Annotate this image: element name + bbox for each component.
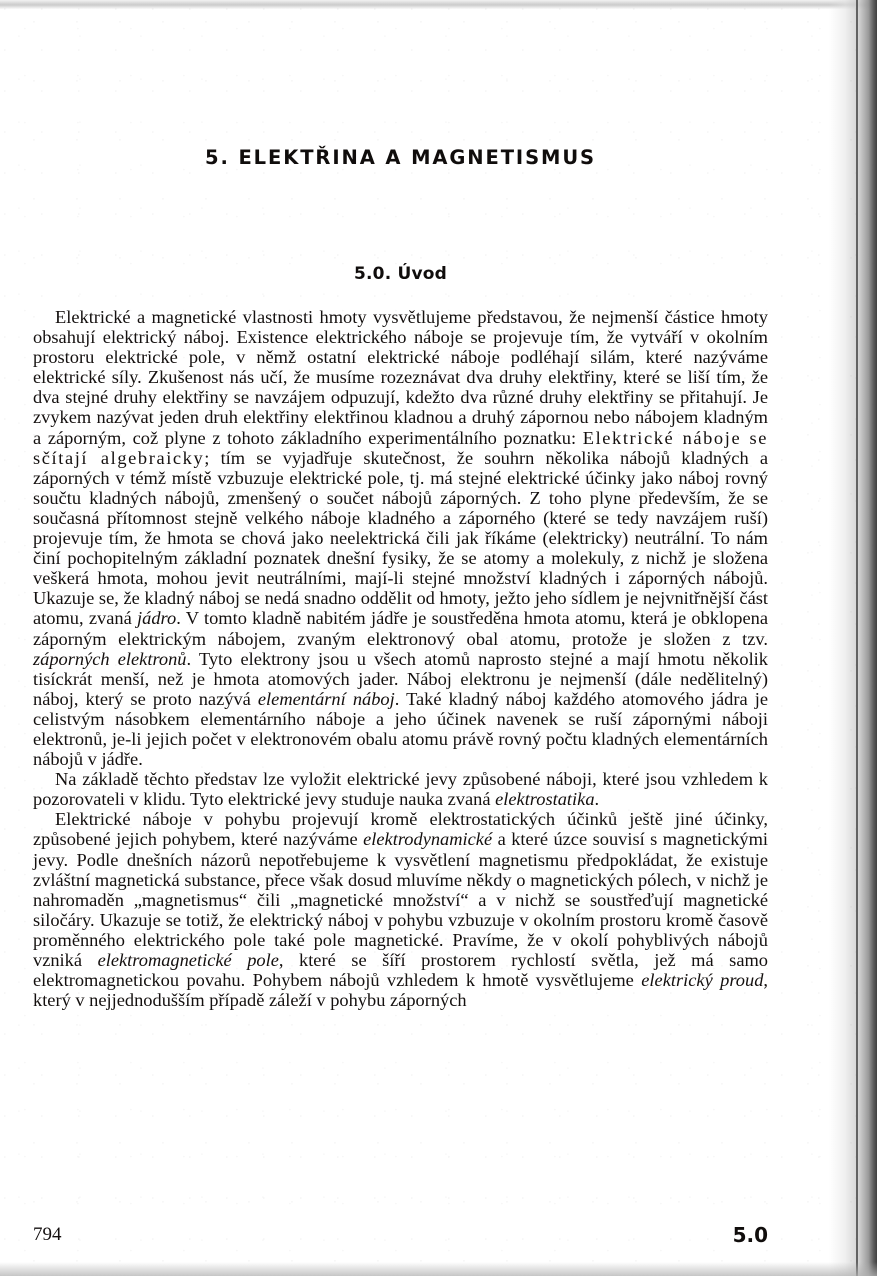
scan-right-edge-line bbox=[856, 0, 858, 1276]
section-marker: 5.0 bbox=[732, 1223, 768, 1247]
page-footer bbox=[33, 1224, 768, 1254]
emphasis-italic: jádro bbox=[137, 608, 177, 629]
scan-right-edge-shadow bbox=[829, 0, 877, 1276]
page-content bbox=[33, 0, 768, 1276]
page-number: 794 bbox=[33, 1224, 62, 1245]
emphasis-letterspaced: Elektrické náboje se sčítají algebraicky bbox=[33, 427, 768, 468]
body-paragraph: Na základě těchto představ lze vyložit elektrické jevy způsobené náboji, které jsou vzhledem k pozorovateli v klidu. Tyto elektrické jevy studuje nauka zvaná elektrostatika. bbox=[33, 769, 768, 810]
emphasis-italic: elektrodynamické bbox=[363, 829, 493, 850]
body-paragraph: Elektrické a magnetické vlastnosti hmoty vysvětlujeme představou, že nejmenší částice hmoty obsahují elektrický náboj. Existence elektrického náboje se projevuje tím, že vytváří v okolním prostoru elektrické pole, v němž ostatní elektrické náboje podléhají silám, které nazýváme elektrické síly. Zkušenost nás učí, že musíme rozeznávat dva druhy elektřiny, které se liší tím, že dva stejné druhy elektřiny se navzájem odpuzují, kdežto dva různé druhy elektřiny se přitahují. Je zvykem nazývat jeden druh elektřiny elektřinou kladnou a druhý zápornou nebo nábojem kladným a záporným, což plyne z tohoto základního experimentálního poznatku: Elektrické náboje se sčítají algebraicky; tím se vyjadřuje skutečnost, že souhrn několika nábojů kladných a záporných v témž místě vzbuzuje elektrické pole, tj. má stejné elektrické účinky jako náboj rovný součtu kladných nábojů, zmenšený o součet nábojů záporných. Z toho plyne především, že se současná přítomnost stejně velkého náboje kladného a záporného (které se tedy navzájem ruší) projevuje tím, že hmota se chová jako neelektrická čili jak říkáme (elektricky) neutrální. To nám činí pochopitelným základní poznatek dnešní fysiky, že se atomy a molekuly, z nichž je složena veškerá hmota, mohou jevit neutrálními, mají-li stejné množství kladných i záporných nábojů. Ukazuje se, že kladný náboj se nedá snadno oddělit od hmoty, ježto jeho sídlem je nejvnitřnější část atomu, zvaná jádro. V tomto kladně nabitém jádře je soustředěna hmota atomu, která je obklopena záporným elektrickým nábojem, zvaným elektronový obal atomu, protože je složen z tzv. záporných elektronů. Tyto elektrony jsou u všech atomů naprosto stejné a mají hmotu několik tisíckrát menší, než je hmota atomových jader. Náboj elektronu je nejmenší (dále nedělitelný) náboj, který se proto nazývá elementární náboj. Také kladný náboj každého atomového jádra je celistvým násobkem elementárního náboje a jeho účinek navenek se ruší zápornými náboji elektronů, je-li jejich počet v elektronovém obalu atomu právě rovný počtu kladných elementárních nábojů v jádře. bbox=[33, 307, 768, 770]
chapter-title: 5. ELEKTŘINA A MAGNETISMUS bbox=[204, 146, 597, 170]
emphasis-italic: elektromagnetické pole bbox=[97, 950, 279, 970]
emphasis-italic: elektrický proud bbox=[641, 970, 764, 991]
emphasis-italic: elektrostatika bbox=[495, 789, 595, 810]
section-heading: 5.0. Úvod bbox=[353, 264, 448, 285]
emphasis-italic: záporných elektronů bbox=[33, 648, 187, 669]
body-paragraph: Elektrické náboje v pohybu projevují kromě elektrostatických účinků ještě jiné účinky, způsobené jejich pohybem, které nazýváme elektrodynamické a které úzce souvisí s magnetickými jevy. Podle dnešních názorů nepotřebujeme k vysvětlení magnetismu předpokládat, že existuje zvláštní magnetická substance, přece však dosud mluvíme někdy o magnetických pólech, v nichž je nahromaděn „magnetismus“ čili „magnetické množství“ a v nichž se soustřeďují magnetické siločáry. Ukazuje se totiž, že elektrický náboj v pohybu vzbuzuje v okolním prostoru kromě časově proměnného elektrického pole také pole magnetické. Pravíme, že v okolí pohyblivých nábojů vzniká elektromagnetické pole, které se šíří prostorem rychlostí světla, jež má samo elektromagnetickou povahu. Pohybem nábojů vzhledem k hmotě vysvětlujeme elektrický proud, který v nejjednodušším případě záleží v pohybu záporných bbox=[33, 809, 769, 1011]
body-text bbox=[33, 307, 768, 1010]
emphasis-italic: elementární náboj bbox=[257, 688, 395, 709]
